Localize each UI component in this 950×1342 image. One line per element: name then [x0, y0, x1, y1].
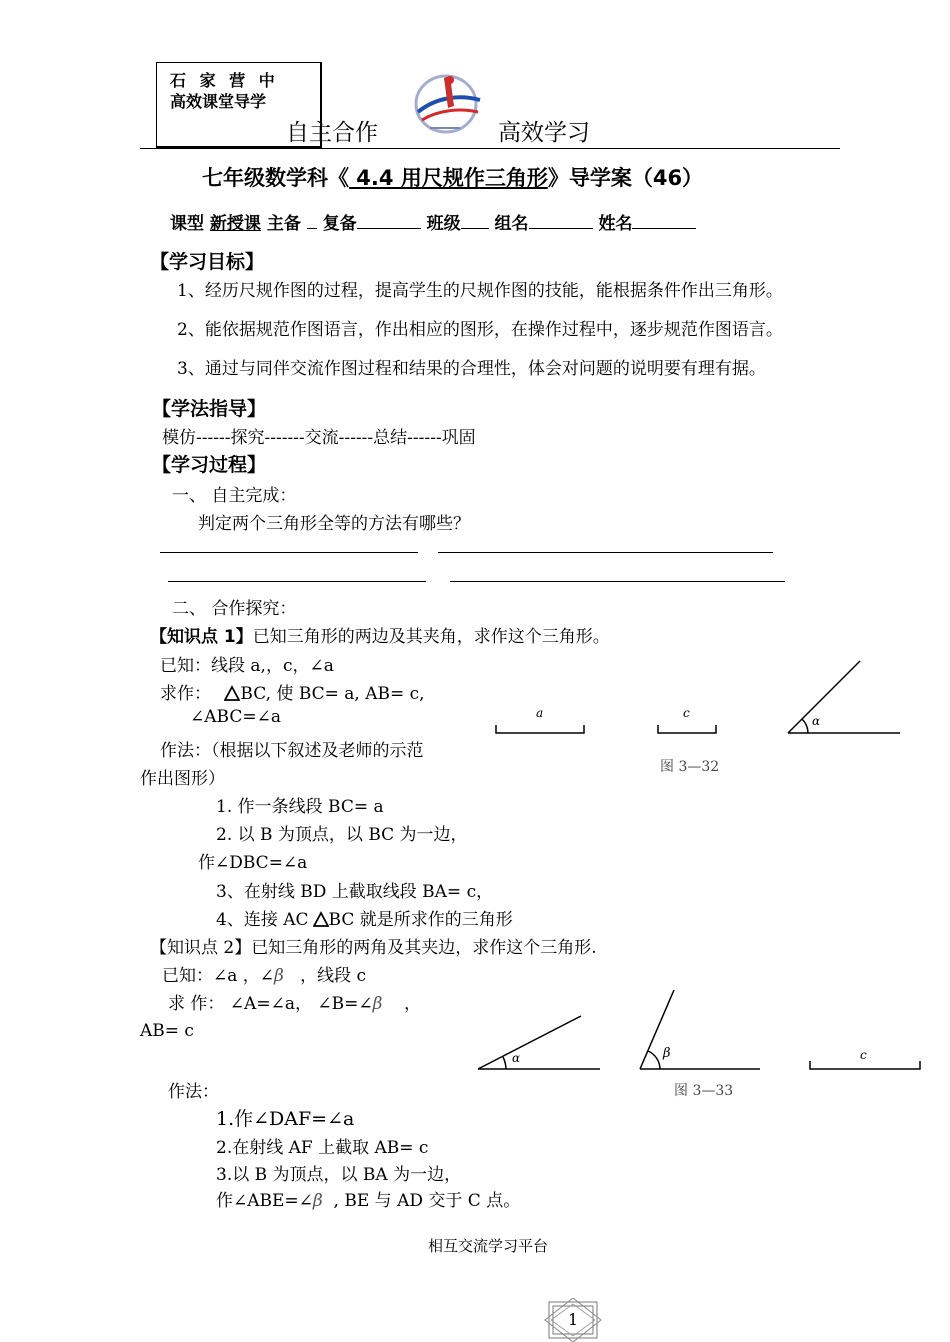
- kp1-find-label: 求作：: [160, 684, 211, 704]
- goals-heading: 【学习目标】: [150, 251, 265, 273]
- angle-alpha-label: α: [812, 714, 821, 728]
- kp1-step4: [216, 905, 513, 930]
- lead-blank[interactable]: [307, 214, 317, 229]
- name-label: 姓名: [598, 214, 633, 234]
- page-number: 1: [568, 1310, 579, 1329]
- angle-beta-label: β: [663, 1046, 671, 1061]
- kp1-step: 3、在射线 BD 上截取线段 BA= c，: [216, 882, 494, 902]
- kp2-step3b: [216, 1186, 520, 1211]
- kp2-given-rest: ，线段 c: [283, 966, 366, 986]
- beta-symbol: β: [372, 994, 383, 1014]
- kp1-method-b: 作出图形）: [140, 769, 225, 789]
- class-label: 班级: [426, 214, 461, 234]
- school-name-line1: 石 家 营 中: [170, 71, 279, 90]
- slogan-left: 自主合作: [286, 120, 378, 146]
- answer-line[interactable]: [450, 581, 785, 582]
- kp2-find-rest: ，: [382, 994, 422, 1014]
- title-topic: 4.4 用尺规作三角形: [349, 166, 548, 190]
- class-blank[interactable]: [461, 214, 489, 229]
- kp2-step: 3.以 B 为顶点，以 BA 为一边，: [216, 1165, 462, 1185]
- kp1-find: [160, 679, 425, 704]
- answer-line[interactable]: [160, 552, 418, 553]
- segment-c: [658, 725, 716, 733]
- method-heading: 【学法指导】: [152, 398, 267, 420]
- kp1-given: 已知：线段 a,，c，∠a: [160, 656, 334, 676]
- part2-heading: 二、 合作探究：: [172, 599, 297, 619]
- header-rule: [140, 148, 840, 149]
- kp2-given-text: 已知：∠a ，∠: [162, 966, 275, 986]
- kp1-step4-prefix: 4、连接 AC: [216, 910, 309, 930]
- goal-item: 1、经历尺规作图的过程，提高学生的尺规作图的技能，能根据条件作出三角形。: [177, 281, 783, 301]
- figure-3-33: [470, 985, 930, 1105]
- kp2-find-ab: AB= c: [140, 1021, 194, 1041]
- name-blank[interactable]: [632, 214, 696, 229]
- title-suffix: 》导学案（46）: [547, 166, 704, 190]
- kp1-find-rest: BC, 使 BC= a, AB= c,: [240, 684, 425, 704]
- kp1-step: 1. 作一条线段 BC= a: [216, 797, 384, 817]
- meta-row: [170, 209, 696, 234]
- kp2-line: [150, 933, 597, 958]
- figure-3-33-caption: 图 3—33: [674, 1083, 734, 1099]
- course-type-value: 新授课: [209, 214, 261, 234]
- kp1-text: 已知三角形的两边及其夹角，求作这个三角形。: [252, 627, 610, 647]
- segment-c-label: c: [683, 706, 690, 720]
- part1-heading: 一、 自主完成：: [172, 486, 297, 506]
- course-type-label: 课型: [170, 214, 204, 234]
- angle-alpha: [478, 1016, 600, 1069]
- school-name-line2: 高效课堂导学: [170, 92, 267, 111]
- review-blank[interactable]: [357, 214, 421, 229]
- goal-item: 3、通过与同伴交流作图过程和结果的合理性，体会对问题的说明要有理有据。: [177, 359, 766, 379]
- kp2-step3b-prefix: 作∠ABE=∠: [216, 1191, 313, 1211]
- group-blank[interactable]: [529, 214, 593, 229]
- method-text: 模仿------探究-------交流------总结------巩固: [162, 428, 476, 448]
- part1-question: 判定两个三角形全等的方法有哪些？: [198, 514, 470, 534]
- lead-label: 主备: [266, 214, 301, 234]
- page-title: [202, 162, 703, 192]
- kp2-find-text: 求 作： ∠A=∠a， ∠B=∠: [168, 994, 373, 1014]
- kp2-step3b-rest: , BE 与 AD 交于 C 点。: [322, 1191, 521, 1211]
- kp1-line: [150, 622, 610, 647]
- review-label: 复备: [322, 214, 357, 234]
- segment-a: [496, 725, 584, 733]
- goal-item: 2、能依据规范作图语言，作出相应的图形，在操作过程中，逐步规范作图语言。: [177, 320, 783, 340]
- kp1-method-a: 作法：（根据以下叙述及老师的示范: [160, 741, 424, 761]
- slogan-right: 高效学习: [498, 120, 590, 146]
- kp2-step: 1.作∠DAF=∠a: [216, 1108, 355, 1130]
- angle-beta: [640, 990, 760, 1069]
- beta-symbol: β: [274, 966, 284, 986]
- triangle-icon: [224, 685, 240, 701]
- answer-line[interactable]: [168, 581, 426, 582]
- answer-line[interactable]: [438, 552, 773, 553]
- angle-alpha-label: α: [512, 1051, 521, 1065]
- triangle-icon: [313, 911, 329, 927]
- segment-c-label: c: [860, 1048, 867, 1062]
- kp2-text: 已知三角形的两角及其夹边，求作这个三角形.: [251, 938, 597, 958]
- kp2-find: [168, 989, 421, 1014]
- beta-symbol: β: [312, 1191, 323, 1211]
- segment-c: [810, 1061, 920, 1069]
- figure-3-32: [490, 655, 910, 785]
- footer-text: 相互交流学习平台: [428, 1237, 549, 1255]
- school-logo: [400, 68, 492, 140]
- kp2-method: 作法：: [168, 1082, 219, 1102]
- kp1-step: 作∠DBC=∠a: [198, 853, 308, 873]
- angle-alpha: [788, 661, 900, 733]
- kp1-find-angle: ∠ABC=∠a: [190, 707, 281, 727]
- kp2-given: [162, 961, 366, 986]
- group-label: 组名: [494, 214, 529, 234]
- kp1-heading: 【知识点 1】: [150, 627, 253, 647]
- kp1-step4-rest: BC 就是所求作的三角形: [328, 910, 513, 930]
- title-prefix: 七年级数学科《: [202, 166, 349, 190]
- figure-3-32-caption: 图 3—32: [660, 759, 720, 775]
- kp2-step: 2.在射线 AF 上截取 AB= c: [216, 1138, 429, 1158]
- kp1-step: 2. 以 B 为顶点，以 BC 为一边，: [216, 825, 468, 845]
- segment-a-label: a: [536, 706, 544, 720]
- kp2-heading: 【知识点 2】: [150, 938, 252, 958]
- process-heading: 【学习过程】: [152, 454, 267, 476]
